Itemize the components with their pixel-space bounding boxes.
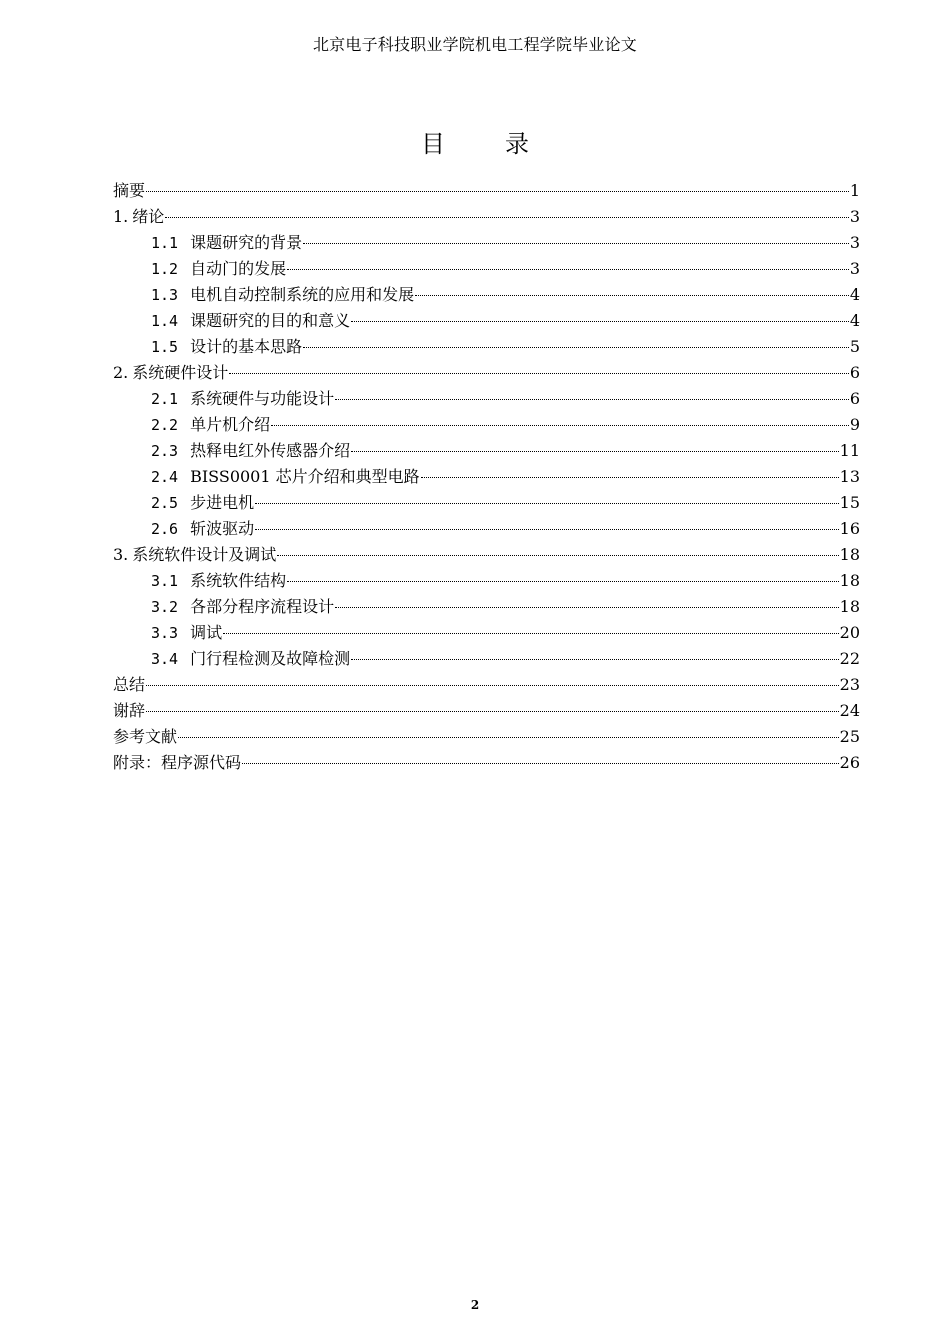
toc-entry-number: 1.2 (151, 260, 179, 278)
toc-entry-page: 9 (849, 415, 860, 434)
toc-entry-number: 1.3 (151, 286, 179, 304)
toc-entry-page: 23 (839, 675, 860, 694)
toc-entry-page: 6 (849, 363, 860, 382)
toc-dot-leader (335, 399, 849, 400)
toc-entry[interactable] (113, 698, 860, 724)
toc-entry-page: 3 (849, 233, 860, 252)
toc-entry-title: 斩波驱动 (190, 519, 255, 538)
toc-entry-number: 2. (113, 363, 129, 382)
toc-entry[interactable] (113, 464, 860, 490)
toc-entry-title: 系统软件设计及调试 (132, 545, 277, 564)
toc-entry-title: 附录：程序源代码 (113, 753, 242, 772)
toc-entry-page: 26 (839, 753, 860, 772)
toc-dot-leader (146, 711, 839, 712)
toc-entry-page: 16 (839, 519, 860, 538)
toc-entry-title: 系统硬件与功能设计 (190, 389, 335, 408)
toc-entry-number: 2.6 (151, 520, 179, 538)
toc-entry-page: 11 (839, 441, 860, 460)
toc-dot-leader (229, 373, 849, 374)
toc-entry-page: 5 (849, 337, 860, 356)
toc-entry[interactable] (113, 516, 860, 542)
toc-entry-title: 热释电红外传感器介绍 (190, 441, 351, 460)
running-header: 北京电子科技职业学院机电工程学院毕业论文 (312, 35, 637, 54)
toc-dot-leader (255, 503, 839, 504)
toc-dot-leader (287, 581, 839, 582)
toc-dot-leader (223, 633, 839, 634)
toc-entry-page: 18 (839, 545, 860, 564)
toc-entry[interactable] (113, 490, 860, 516)
toc-entry-page: 15 (839, 493, 860, 512)
toc-entry-page: 18 (839, 597, 860, 616)
toc-entry-number: 3.3 (151, 624, 179, 642)
toc-entry-title: 各部分程序流程设计 (190, 597, 335, 616)
toc-entry[interactable] (113, 256, 860, 282)
toc-dot-leader (146, 191, 849, 192)
toc-entry-page: 3 (849, 259, 860, 278)
toc-entry[interactable] (113, 308, 860, 334)
toc-entry-title: 课题研究的背景 (190, 233, 303, 252)
toc-dot-leader (178, 737, 839, 738)
toc-entry-number: 3.4 (151, 650, 179, 668)
toc-entry[interactable] (113, 568, 860, 594)
toc-entry-title: 参考文献 (113, 727, 178, 746)
table-of-contents (113, 178, 860, 776)
toc-entry[interactable] (113, 178, 860, 204)
toc-dot-leader (242, 763, 839, 764)
toc-dot-leader (277, 555, 838, 556)
toc-entry-number: 2.4 (151, 468, 179, 486)
toc-entry-number: 2.1 (151, 390, 179, 408)
toc-entry-page: 25 (839, 727, 860, 746)
toc-entry-number: 1. (113, 207, 129, 226)
toc-entry-page: 4 (849, 285, 860, 304)
toc-entry-title: 门行程检测及故障检测 (190, 649, 351, 668)
toc-entry[interactable] (113, 542, 860, 568)
toc-dot-leader (271, 425, 849, 426)
toc-entry-title: 课题研究的目的和意义 (190, 311, 351, 330)
toc-entry-page: 24 (839, 701, 860, 720)
toc-entry-number: 2.2 (151, 416, 179, 434)
toc-entry-title: 摘要 (113, 181, 146, 200)
toc-entry[interactable] (113, 412, 860, 438)
toc-entry-number: 3.1 (151, 572, 179, 590)
toc-entry-page: 20 (839, 623, 860, 642)
toc-entry-title: 绪论 (132, 207, 165, 226)
toc-entry[interactable] (113, 646, 860, 672)
toc-entry-title: 单片机介绍 (190, 415, 271, 434)
toc-entry[interactable] (113, 386, 860, 412)
toc-entry-number: 3.2 (151, 598, 179, 616)
toc-entry-number: 1.4 (151, 312, 179, 330)
toc-entry-page: 1 (849, 181, 860, 200)
toc-dot-leader (165, 217, 849, 218)
toc-entry-page: 4 (849, 311, 860, 330)
toc-dot-leader (255, 529, 839, 530)
toc-dot-leader (303, 243, 849, 244)
toc-dot-leader (335, 607, 839, 608)
toc-entry[interactable] (113, 230, 860, 256)
toc-entry[interactable] (113, 594, 860, 620)
toc-dot-leader (421, 477, 839, 478)
toc-entry[interactable] (113, 750, 860, 776)
toc-entry[interactable] (113, 672, 860, 698)
toc-entry-number: 3. (113, 545, 129, 564)
toc-dot-leader (351, 451, 839, 452)
toc-dot-leader (415, 295, 849, 296)
toc-entry[interactable] (113, 204, 860, 230)
toc-entry-title: 系统硬件设计 (132, 363, 229, 382)
toc-entry-page: 3 (849, 207, 860, 226)
page-number: 2 (470, 1298, 480, 1312)
toc-entry-number: 1.5 (151, 338, 179, 356)
toc-entry-title: 电机自动控制系统的应用和发展 (190, 285, 415, 304)
toc-entry[interactable] (113, 438, 860, 464)
toc-entry[interactable] (113, 620, 860, 646)
toc-dot-leader (146, 685, 839, 686)
toc-heading-char-2: 录 (505, 130, 529, 158)
toc-entry-number: 2.3 (151, 442, 179, 460)
toc-entry-number: 1.1 (151, 234, 179, 252)
toc-entry-page: 18 (839, 571, 860, 590)
toc-dot-leader (303, 347, 849, 348)
toc-entry-title: 设计的基本思路 (190, 337, 303, 356)
toc-entry-title: 步进电机 (190, 493, 255, 512)
toc-heading-char-1: 目 (421, 130, 445, 158)
toc-dot-leader (351, 659, 839, 660)
toc-entry[interactable] (113, 360, 860, 386)
toc-dot-leader (351, 321, 849, 322)
toc-entry-page: 13 (839, 467, 860, 486)
toc-entry-title: 总结 (113, 675, 146, 694)
toc-entry-title: 谢辞 (113, 701, 146, 720)
toc-entry-title: 调试 (190, 623, 223, 642)
toc-entry-title: BISS0001 芯片介绍和典型电路 (190, 467, 420, 486)
toc-heading (0, 124, 950, 159)
toc-entry[interactable] (113, 334, 860, 360)
toc-entry-page: 22 (839, 649, 860, 668)
toc-entry-title: 自动门的发展 (190, 259, 287, 278)
toc-entry-title: 系统软件结构 (190, 571, 287, 590)
toc-entry[interactable] (113, 724, 860, 750)
toc-entry-number: 2.5 (151, 494, 179, 512)
toc-entry-page: 6 (849, 389, 860, 408)
toc-dot-leader (287, 269, 849, 270)
toc-entry[interactable] (113, 282, 860, 308)
